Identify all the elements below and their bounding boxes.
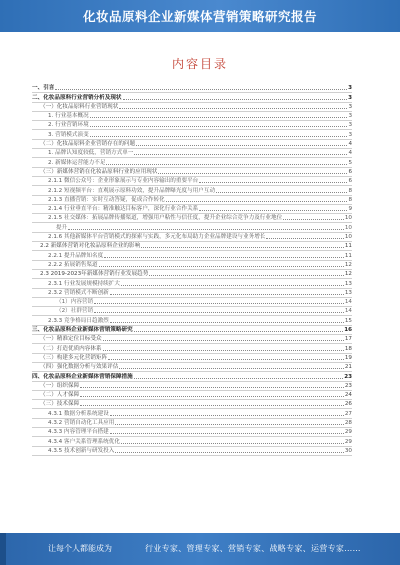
toc-entry-page: 29: [344, 429, 352, 436]
toc-entry-page: 30: [344, 447, 352, 454]
toc-entry-title: 一、引言: [32, 85, 55, 92]
toc-entry[interactable]: [32, 298, 352, 307]
table-of-contents: [32, 84, 352, 456]
toc-entry-page: 8: [348, 187, 352, 194]
toc-entry-page: 18: [344, 345, 352, 352]
toc-entry[interactable]: [32, 409, 352, 418]
toc-entry[interactable]: [32, 344, 352, 353]
toc-dot-leader: [115, 424, 344, 425]
toc-dot-leader: [68, 229, 344, 230]
toc-dot-leader: [80, 387, 344, 388]
toc-entry-page: 6: [348, 178, 352, 185]
toc-entry[interactable]: [32, 316, 352, 325]
toc-entry-title: 2.1.3 直播营销：实时互动答疑，促成合作转化: [48, 196, 165, 203]
toc-dot-leader: [149, 275, 344, 276]
toc-entry[interactable]: [32, 307, 352, 316]
toc-entry[interactable]: [32, 112, 352, 121]
toc-dot-leader: [104, 257, 344, 258]
toc-entry-page: 5: [348, 159, 352, 166]
toc-dot-leader: [121, 285, 344, 286]
toc-entry[interactable]: [32, 261, 352, 270]
toc-entry-page: 3: [348, 94, 352, 101]
toc-dot-leader: [108, 359, 344, 360]
toc-dot-leader: [106, 164, 347, 165]
toc-entry-page: 11: [344, 252, 352, 259]
toc-entry-page: 3: [348, 131, 352, 138]
toc-dot-leader: [158, 173, 347, 174]
toc-dot-leader: [103, 350, 344, 351]
toc-entry[interactable]: [32, 223, 352, 232]
toc-entry[interactable]: [32, 205, 352, 214]
toc-entry-title: （一）化妆品原料行业营销现状: [40, 103, 119, 110]
toc-entry-page: 3: [348, 85, 352, 92]
toc-entry[interactable]: [32, 140, 352, 149]
toc-entry-title: 3. 营销模式演变: [48, 131, 89, 138]
toc-entry-page: 12: [344, 261, 352, 268]
toc-dot-leader: [123, 99, 348, 100]
toc-entry-title: 2.2 新媒体营销对化妆品原料企业的影响: [40, 243, 141, 250]
toc-dot-leader: [199, 210, 347, 211]
toc-entry-title: 2.2.2 拓展销售渠道: [48, 261, 98, 268]
toc-entry[interactable]: [32, 335, 352, 344]
toc-entry[interactable]: [32, 270, 352, 279]
toc-entry-title: （三）构建多元化营销矩阵: [40, 354, 108, 361]
toc-entry-page: 4: [348, 141, 352, 148]
toc-entry-title: 2.3.2 营销模式不断创新: [48, 289, 109, 296]
toc-entry-page: 19: [344, 354, 352, 361]
toc-dot-leader: [136, 145, 347, 146]
toc-entry-title: 4.3.1 数据分析系统建设: [48, 410, 109, 417]
toc-entry-page: 13: [344, 289, 352, 296]
toc-entry-title: 1. 品牌认知度较低，营销方式单一: [48, 150, 134, 157]
toc-heading: 内容目录: [171, 57, 228, 71]
toc-entry-page: 17: [344, 336, 352, 343]
toc-entry-title: 2.2.1 提升品牌知名度: [48, 252, 104, 259]
toc-entry-title: （一）精准定位目标受众: [40, 336, 102, 343]
toc-entry-title: 2.1.2 短视频平台：直观展示原料功效，提升品牌曝光度与用户互动: [48, 187, 216, 194]
toc-dot-leader: [90, 136, 348, 137]
toc-entry-title: （二）人才保障: [40, 392, 80, 399]
toc-entry-page: 3: [348, 103, 352, 110]
toc-entry-page: 14: [344, 299, 352, 306]
toc-entry-title: 2.1.1 微信公众号：企业形象展示与专业内容输出的重要平台: [48, 178, 199, 185]
toc-entry-page: 13: [344, 280, 352, 287]
toc-entry[interactable]: [32, 382, 352, 391]
toc-dot-leader: [115, 452, 344, 453]
toc-entry-page: 14: [344, 308, 352, 315]
toc-entry-title: （三）技术保障: [40, 401, 80, 408]
toc-entry[interactable]: [32, 289, 352, 298]
toc-entry-title: （二）化妆品原料企业营销存在的问题: [40, 141, 136, 148]
toc-dot-leader: [90, 117, 348, 118]
toc-entry-title: 四、化妆品原料企业新媒体营销保障措施: [32, 373, 133, 380]
footer-slogan-left: 让每个人都能成为: [48, 544, 112, 553]
toc-entry[interactable]: [32, 233, 352, 242]
toc-entry-title: 提升: [56, 224, 68, 231]
toc-entry-page: 27: [344, 410, 352, 417]
toc-entry[interactable]: [32, 279, 352, 288]
toc-entry-title: 2.3.3 竞争格局日趋激烈: [48, 317, 109, 324]
toc-entry[interactable]: [32, 363, 352, 372]
footer-accent-bar: [0, 533, 6, 565]
toc-entry[interactable]: [32, 447, 352, 456]
page-header: [0, 0, 400, 32]
toc-entry-page: 6: [348, 168, 352, 175]
toc-dot-leader: [134, 154, 347, 155]
toc-dot-leader: [110, 415, 344, 416]
toc-entry-title: 4.3.2 营销自动化工具应用: [48, 419, 115, 426]
toc-entry[interactable]: [32, 251, 352, 260]
toc-entry-page: 10: [344, 234, 352, 241]
toc-entry-page: 23: [344, 382, 352, 389]
toc-entry-page: 23: [344, 373, 352, 380]
toc-entry[interactable]: [32, 214, 352, 223]
toc-entry[interactable]: [32, 400, 352, 409]
toc-dot-leader: [110, 322, 344, 323]
report-title: 化妆品原料企业新媒体营销策略研究报告: [82, 9, 317, 24]
toc-dot-leader: [199, 182, 347, 183]
toc-entry[interactable]: [32, 428, 352, 437]
toc-dot-leader: [110, 294, 344, 295]
toc-entry[interactable]: [32, 419, 352, 428]
toc-dot-leader: [141, 247, 344, 248]
toc-entry[interactable]: [32, 121, 352, 130]
toc-dot-leader: [80, 396, 344, 397]
toc-dot-leader: [94, 303, 344, 304]
toc-entry[interactable]: [32, 84, 352, 93]
toc-entry-page: 29: [344, 438, 352, 445]
toc-dot-leader: [134, 378, 344, 379]
toc-entry-page: 3: [348, 122, 352, 129]
toc-entry-title: 2.1.5 社交媒体：拓展品牌传播渠道，增强用户粘性与信任度，提升企业综合竞争力及行业地位: [48, 215, 283, 222]
toc-entry-page: 12: [344, 271, 352, 278]
toc-dot-leader: [90, 126, 348, 127]
toc-entry[interactable]: [32, 158, 352, 167]
toc-entry-title: 1. 行业基本概况: [48, 113, 89, 120]
toc-dot-leader: [166, 201, 348, 202]
toc-dot-leader: [121, 443, 344, 444]
toc-dot-leader: [216, 192, 347, 193]
toc-entry-page: 4: [348, 150, 352, 157]
toc-entry-title: 2. 行业营销环境: [48, 122, 89, 129]
toc-entry[interactable]: [32, 130, 352, 139]
toc-entry-title: 4.3.5 技术创新与研发投入: [48, 447, 115, 454]
toc-entry-title: （三）新媒体营销在化妆品原料行业的应用现状: [40, 168, 158, 175]
toc-entry-title: （四）强化数据分析与效果评估: [40, 364, 119, 371]
toc-entry-page: 11: [344, 243, 352, 250]
toc-entry[interactable]: [32, 186, 352, 195]
toc-entry-page: 24: [344, 392, 352, 399]
toc-entry[interactable]: [32, 177, 352, 186]
toc-entry[interactable]: [32, 93, 352, 102]
toc-entry-title: 2.3 2019-2023年新媒体营销行业发展趋势: [40, 271, 149, 278]
toc-dot-leader: [55, 89, 347, 90]
toc-entry[interactable]: [32, 168, 352, 177]
toc-entry[interactable]: [32, 242, 352, 251]
toc-entry[interactable]: [32, 437, 352, 446]
toc-entry-title: （1）内容营销: [56, 299, 94, 306]
toc-dot-leader: [266, 238, 343, 239]
toc-entry-page: 8: [348, 196, 352, 203]
toc-entry-page: 3: [348, 113, 352, 120]
toc-entry-page: 26: [344, 401, 352, 408]
page-footer: [0, 533, 400, 565]
toc-entry-title: 4.3.4 客户关系管理系统优化: [48, 438, 120, 445]
toc-entry-title: 4.3.3 内容管理平台搭建: [48, 429, 109, 436]
toc-entry-title: 二、化妆品原料行业营销分析及现状: [32, 94, 122, 101]
toc-entry[interactable]: [32, 372, 352, 381]
toc-dot-leader: [94, 312, 344, 313]
toc-dot-leader: [119, 368, 344, 369]
toc-entry[interactable]: [32, 103, 352, 112]
toc-entry-title: 三、化妆品原料企业新媒体营销策略研究: [32, 327, 133, 334]
footer-slogan-right: 行业专家、管理专家、营销专家、战略专家、运营专家……: [145, 544, 361, 553]
toc-entry-page: 21: [344, 364, 352, 371]
toc-dot-leader: [103, 340, 344, 341]
toc-entry[interactable]: [32, 149, 352, 158]
toc-entry-title: （2）社群营销: [56, 308, 94, 315]
toc-entry-title: 2. 新媒体运营能力不足: [48, 159, 106, 166]
toc-dot-leader: [134, 331, 344, 332]
toc-entry-page: 28: [344, 419, 352, 426]
toc-dot-leader: [283, 219, 344, 220]
toc-dot-leader: [99, 266, 344, 267]
toc-entry[interactable]: [32, 391, 352, 400]
toc-dot-leader: [110, 433, 344, 434]
toc-entry-title: 2.3.1 行业发展规模持续扩大: [48, 280, 120, 287]
toc-entry-page: 9: [348, 206, 352, 213]
toc-entry[interactable]: [32, 354, 352, 363]
toc-entry-title: 2.1.4 行业垂直平台：精准触达目标客户，深化行业合作关系: [48, 206, 199, 213]
toc-entry-page: 10: [344, 215, 352, 222]
toc-entry[interactable]: [32, 196, 352, 205]
toc-dot-leader: [80, 405, 344, 406]
toc-entry-title: （一）组织保障: [40, 382, 80, 389]
toc-entry-page: 15: [344, 317, 352, 324]
toc-entry-title: 2.1.6 其他新媒体平台营销模式的探索与实践，多元化布局助力企业品牌建设与业务增长: [48, 234, 266, 241]
toc-entry-page: 10: [344, 224, 352, 231]
toc-entry[interactable]: [32, 326, 352, 335]
toc-entry-title: （二）打造优质内容体系: [40, 345, 102, 352]
toc-dot-leader: [119, 108, 347, 109]
toc-entry-page: 16: [344, 327, 352, 334]
